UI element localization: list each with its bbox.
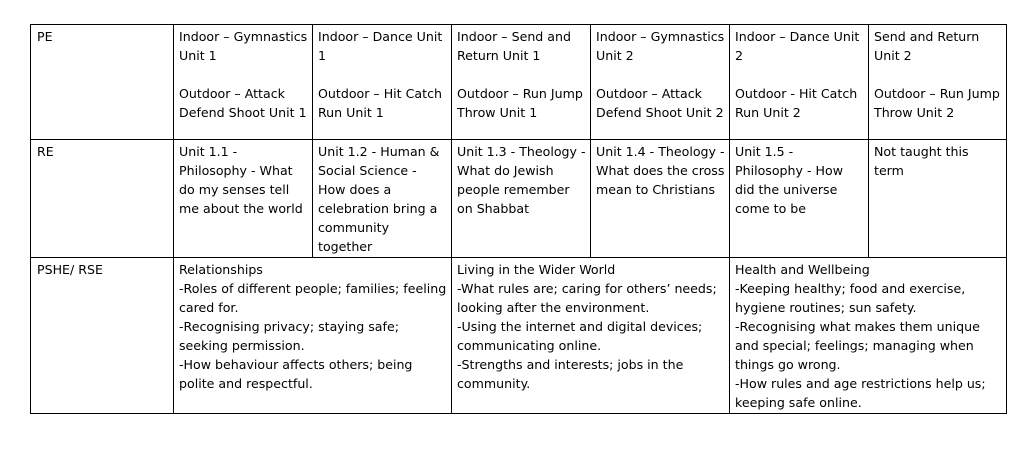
re-cell-5: Unit 1.5 - Philosophy - How did the universe come to be <box>730 140 869 258</box>
re-cell-1: Unit 1.1 - Philosophy - What do my senses tell me about the world <box>174 140 313 258</box>
pshe-block-relationships <box>174 258 452 414</box>
pe-label: PE <box>31 25 174 140</box>
pshe-block-title: Health and Wellbeing <box>735 262 870 277</box>
re-cell-2: Unit 1.2 - Human & Social Science - How does a celebration bring a community together <box>313 140 452 258</box>
pe-outdoor: Outdoor – Run Jump Throw Unit 1 <box>457 86 583 120</box>
pe-cell-6 <box>869 25 1007 140</box>
pshe-block-line: -Keeping healthy; food and exercise, hygiene routines; sun safety. <box>735 281 966 315</box>
re-label: RE <box>31 140 174 258</box>
pe-cell-3 <box>452 25 591 140</box>
pe-outdoor: Outdoor – Hit Catch Run Unit 1 <box>318 86 442 120</box>
pe-outdoor: Outdoor – Attack Defend Shoot Unit 1 <box>179 86 307 120</box>
pe-indoor: Send and Return Unit 2 <box>874 29 980 63</box>
pshe-block-line: -Using the internet and digital devices; communicating online. <box>457 319 703 353</box>
pe-indoor: Indoor – Gymnastics Unit 1 <box>179 29 308 63</box>
pshe-block-line: -Roles of different people; families; feeling cared for. <box>179 281 447 315</box>
pe-outdoor: Outdoor – Run Jump Throw Unit 2 <box>874 86 1000 120</box>
pe-outdoor: Outdoor - Hit Catch Run Unit 2 <box>735 86 858 120</box>
pe-cell-2 <box>313 25 452 140</box>
pshe-block-line: -How behaviour affects others; being polite and respectful. <box>179 357 413 391</box>
pe-outdoor: Outdoor – Attack Defend Shoot Unit 2 <box>596 86 724 120</box>
re-row <box>31 140 1007 258</box>
pshe-block-title: Relationships <box>179 262 263 277</box>
pshe-block-wider-world <box>452 258 730 414</box>
pe-cell-1 <box>174 25 313 140</box>
pshe-block-line: -Recognising what makes them unique and special; feelings; managing when things go wrong. <box>735 319 980 372</box>
pshe-row <box>31 258 1007 414</box>
pshe-block-health-wellbeing <box>730 258 1007 414</box>
pshe-block-line: -What rules are; caring for others’ needs; looking after the environment. <box>457 281 717 315</box>
pe-indoor: Indoor – Gymnastics Unit 2 <box>596 29 725 63</box>
pe-cell-5 <box>730 25 869 140</box>
pshe-block-line: -Recognising privacy; staying safe; seeking permission. <box>179 319 399 353</box>
curriculum-table <box>30 24 1007 414</box>
pe-indoor: Indoor – Send and Return Unit 1 <box>457 29 571 63</box>
pshe-block-title: Living in the Wider World <box>457 262 616 277</box>
pshe-label: PSHE/ RSE <box>31 258 174 414</box>
pshe-block-line: -How rules and age restrictions help us; keeping safe online. <box>735 376 986 410</box>
pe-indoor: Indoor – Dance Unit 2 <box>735 29 860 63</box>
pe-cell-4 <box>591 25 730 140</box>
re-cell-6: Not taught this term <box>869 140 1007 258</box>
pe-indoor: Indoor – Dance Unit 1 <box>318 29 443 63</box>
re-cell-3: Unit 1.3 - Theology - What do Jewish people remember on Shabbat <box>452 140 591 258</box>
curriculum-table-wrapper <box>30 24 1007 414</box>
re-cell-4: Unit 1.4 - Theology - What does the cross mean to Christians <box>591 140 730 258</box>
pe-row <box>31 25 1007 140</box>
pshe-block-line: -Strengths and interests; jobs in the community. <box>457 357 684 391</box>
